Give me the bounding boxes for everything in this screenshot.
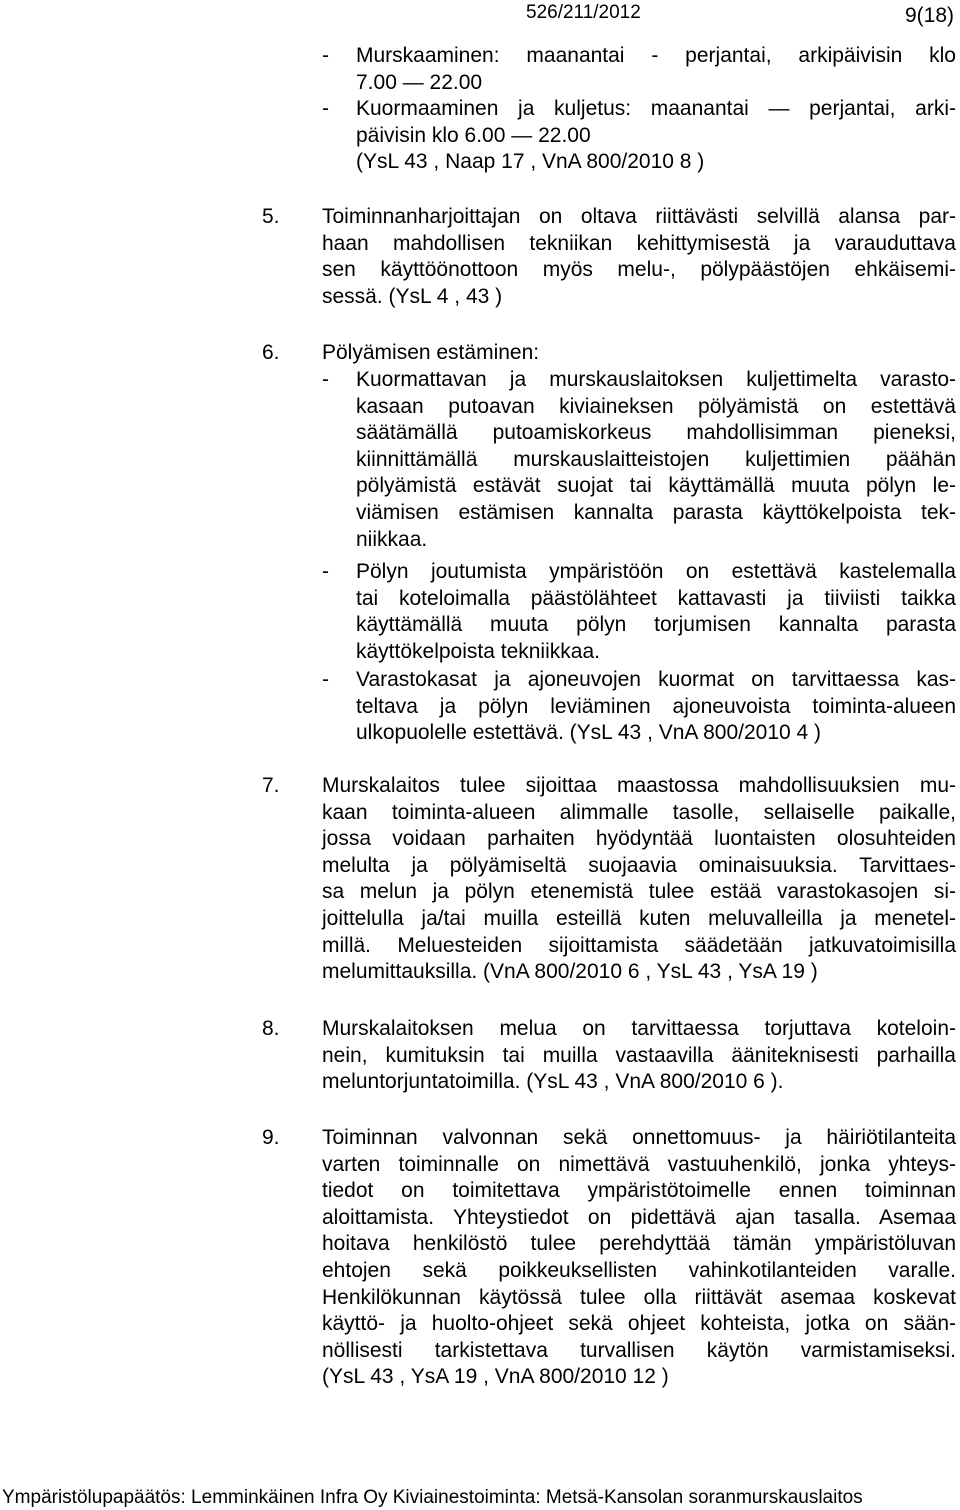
paragraph-7: Murskalaitos tulee sijoittaa maastossa mahdollisuuksien mu- kaan toiminta-alueen alimmalle tasolle, sellaiselle paikalle, jossa voidaan parhaiten hyödyntää luontaisten olosuhteiden melulta ja pölyämiseltä suojaavia ominaisuuksia. Tarvittaes- sa melun ja pölyn etenemistä tulee estää varastokasojen si- joittelulla ja/tai muilla esteillä kuten meluvalleilla ja menetel- millä. Meluesteiden sijoittamista säädetään jatkuvatoimisilla melumittauksilla. (VnA 800/2010 6 , YsL 43 , YsA 19 ) [322,774,956,984]
page-footer: Ympäristölupapäätös: Lemminkäinen Infra Oy Kiviainestoiminta: Metsä-Kansolan soranmurskauslaitos [2,1487,863,1508]
text-line: Murskaaminen: maanantai - perjantai, arkipäivisin klo [356,44,956,67]
paragraph-9: Toiminnan valvonnan sekä onnettomuus- ja häiriötilanteita varten toiminnalle on nimettävä vastuuhenkilö, jonka yhteys- tiedot on toimitettava ympäristötoimelle ennen toiminnan aloittamista. Yhteystiedot on pidettävä ajan tasalla. Asemaa hoitava henkilöstö tulee perehdyttää tämän ympäristöluvan ehtojen sekä poikkeuksellisten vahinkotilanteiden varalle. Henkilökunnan käytössä tulee olla riittävät asemaa koskevat käyttö- ja huolto-ohjeet sekä ohjeet kohteista, jotka on sään- nöllisesti tarkistettava turvallisen käytön varmistamiseksi. (YsL 43 , YsA 19 , VnA 800/2010 12 ) [322,1126,956,1389]
page-number: 9(18) [904,4,954,27]
item-number: 7. [262,774,280,797]
legal-reference: (YsL 43 , Naap 17 , VnA 800/2010 8 ) [356,150,705,173]
list-item: - Murskaaminen: maanantai - perjantai, arkipäivisin klo 7.00 — 22.00 [322,43,956,96]
section-title: Pölyämisen estäminen: [322,341,540,364]
list-item: - Kuormaaminen ja kuljetus: maanantai — perjantai, arki- päivisin klo 6.00 — 22.00 [322,96,956,149]
item-number: 6. [262,341,280,364]
list-item: - Pölyn joutumista ympäristöön on estettävä kastelemalla tai koteloimalla päästölähteet kattavasti ja tiiviisti taikka käyttämällä muuta pölyn torjumisen kannalta parasta käyttökelpoista tekniikkaa. [322,560,956,663]
text-line: 7.00 — 22.00 [356,70,483,94]
text-line: Kuormaaminen ja kuljetus: maanantai — perjantai, arki- [356,97,956,120]
list-item: - Kuormattavan ja murskauslaitoksen kuljettimelta varasto- kasaan putoavan kiviaineksen pölyämistä on estettävä säätämällä putoamiskorkeus mahdollisimman pieneksi, kiinnittämällä murskauslaitteistojen kuljettimien päähän pölyämistä estävät suojat tai käyttämällä muuta pölyn le- viämisen estämisen kannalta parasta käyttökelpoista tek- niikkaa. [322,368,956,551]
document-number: 526/211/2012 [526,2,641,23]
paragraph-5: Toiminnanharjoittajan on oltava riittävästi selvillä alansa par- haan mahdollisen tekniikan kehittymisestä ja varauduttava sen käyttöönottoon myös melu-, pölypäästöjen ehkäisemi- sessä. (YsL 4 , 43 ) [322,205,956,308]
item-number: 5. [262,205,280,228]
item-number: 9. [262,1126,280,1149]
list-item: - Varastokasat ja ajoneuvojen kuormat on tarvittaessa kas- teltava ja pölyn leviäminen ajoneuvoista toiminta-alueen ulkopuolelle estettävä. (YsL 43 , VnA 800/2010 4 ) [322,668,956,745]
paragraph-8: Murskalaitoksen melua on tarvittaessa torjuttava koteloin- nein, kumituksin tai muilla vastaavilla ääniteknisesti parhailla meluntorjuntatoimilla. (YsL 43 , VnA 800/2010 6 ). [322,1017,956,1094]
item-number: 8. [262,1017,280,1040]
text-line: päivisin klo 6.00 — 22.00 [356,123,591,147]
